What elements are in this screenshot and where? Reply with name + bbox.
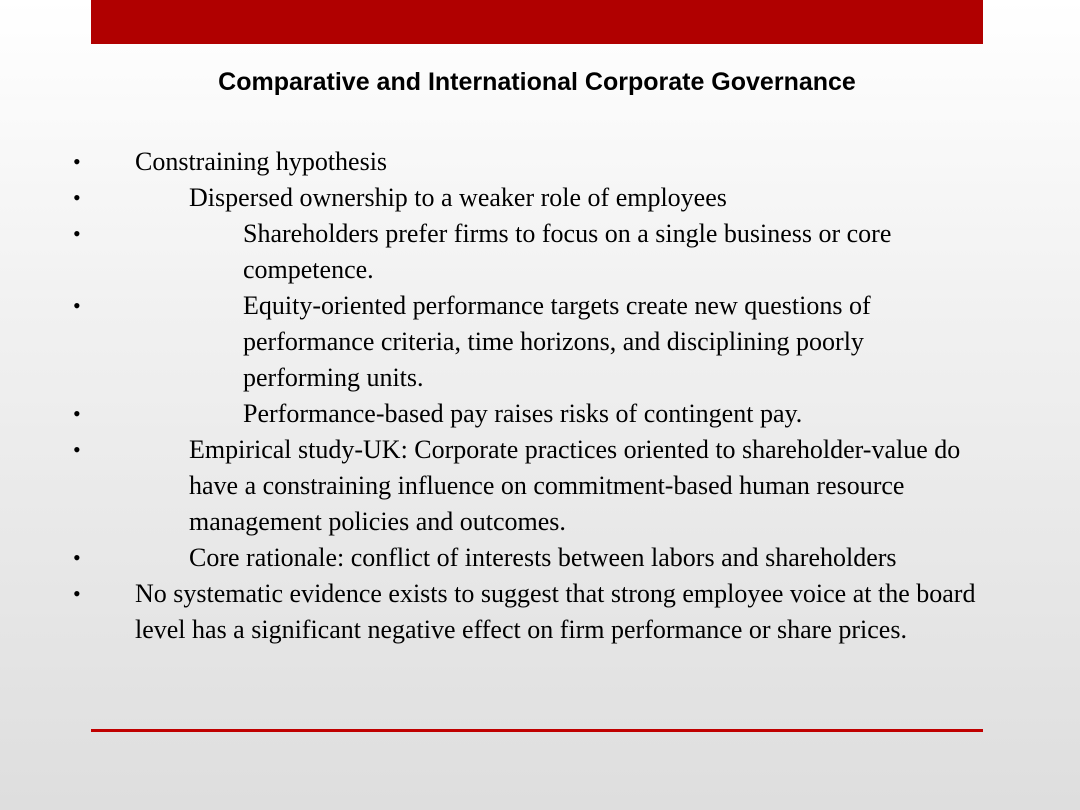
bullet-icon: • <box>73 545 81 570</box>
bullet-icon: • <box>73 581 81 606</box>
bullet-text: Constraining hypothesis <box>135 147 388 176</box>
bullet-item <box>73 180 980 216</box>
bullet-text: Empirical study-UK: Corporate practices oriented to shareholder-value do have a constraining influence on commitment-based human resource management policies and outcomes. <box>189 435 961 536</box>
bullet-item <box>73 540 980 576</box>
bullet-text: Performance-based pay raises risks of contingent pay. <box>243 399 803 428</box>
bullet-icon: • <box>73 437 81 462</box>
bullet-item <box>73 144 980 180</box>
bullet-item <box>73 288 980 396</box>
bullet-icon: • <box>73 221 81 246</box>
bullet-item <box>73 396 980 432</box>
bullet-list <box>73 144 980 648</box>
slide-title: Comparative and International Corporate Governance <box>218 68 856 96</box>
bullet-text: Equity-oriented performance targets create new questions of performance criteria, time horizons, and disciplining poorly performing units. <box>243 291 871 392</box>
bullet-icon: • <box>73 149 81 174</box>
bullet-text: Core rationale: conflict of interests between labors and shareholders <box>189 543 897 572</box>
bullet-item <box>73 216 980 288</box>
slide-body <box>73 144 980 648</box>
bullet-item <box>73 432 980 540</box>
bullet-icon: • <box>73 293 81 318</box>
bullet-text: No systematic evidence exists to suggest that strong employee voice at the board level has a significant negative effect on firm performance or share prices. <box>135 579 976 644</box>
bullet-text: Dispersed ownership to a weaker role of employees <box>189 183 727 212</box>
bullet-item <box>73 576 980 648</box>
bullet-icon: • <box>73 185 81 210</box>
footer-divider-line <box>91 729 983 732</box>
header-accent-bar <box>91 0 983 44</box>
bullet-text: Shareholders prefer firms to focus on a single business or core competence. <box>243 219 892 284</box>
bullet-icon: • <box>73 401 81 426</box>
